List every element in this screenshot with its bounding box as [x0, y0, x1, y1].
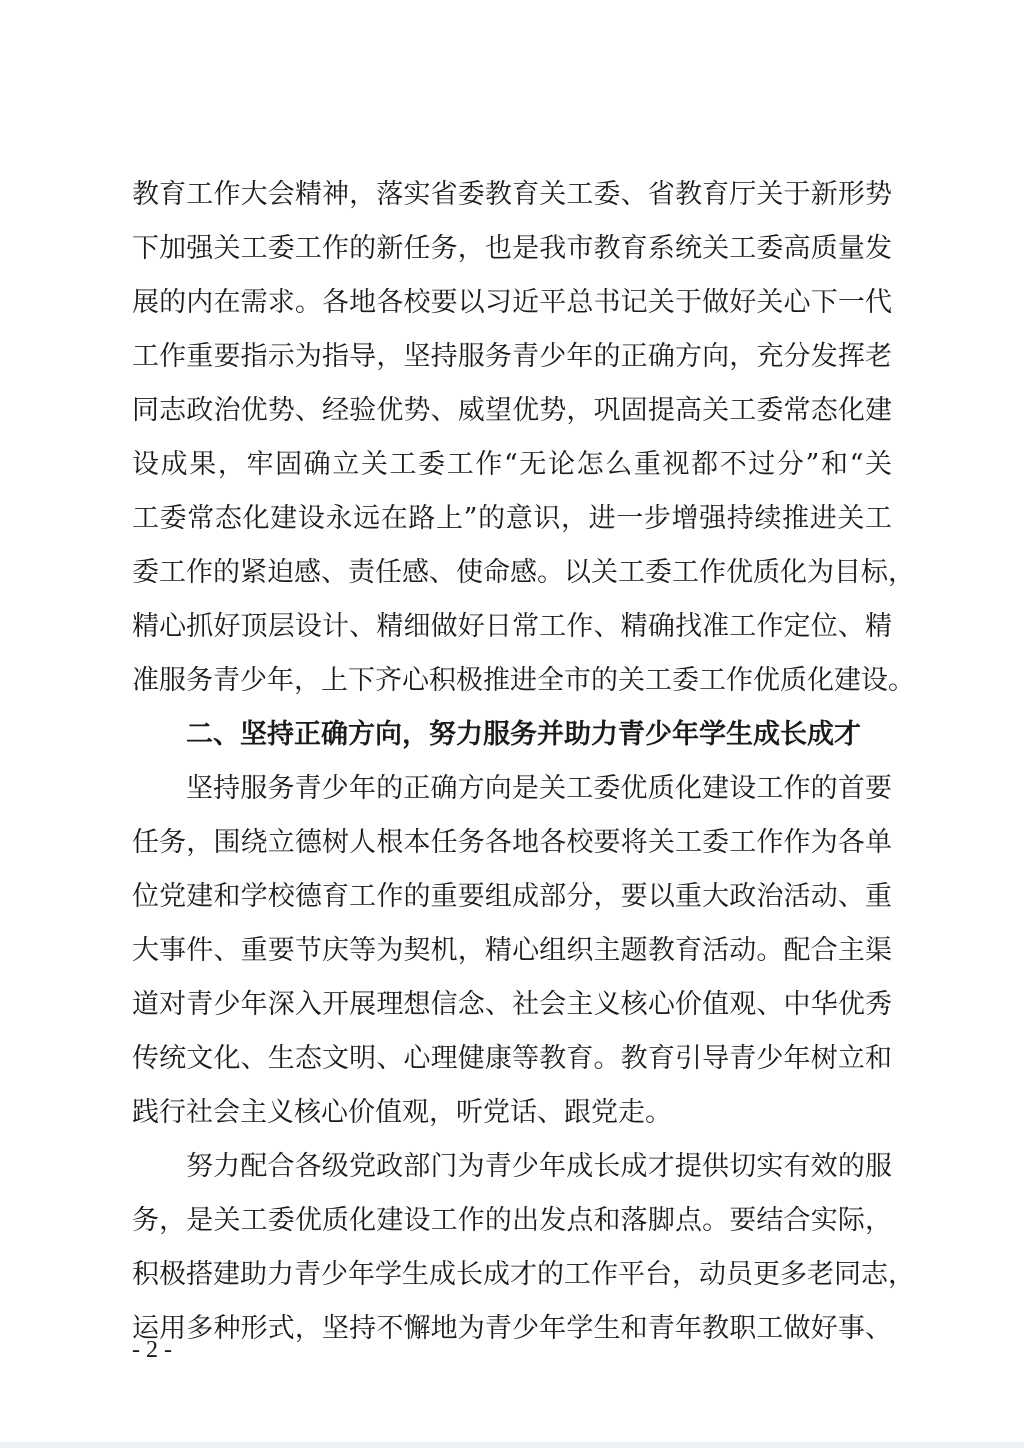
- text-line: 教育工作大会精神，落实省委教育关工委、省教育厅关于新形势: [132, 179, 892, 210]
- text-line: 努力配合各级党政部门为青少年成长成才提供切实有效的服: [186, 1151, 892, 1182]
- paragraph-1: [132, 168, 915, 708]
- text-line: 坚持服务青少年的正确方向是关工委优质化建设工作的首要: [186, 773, 892, 804]
- text-line: 展的内在需求。各地各校要以习近平总书记关于做好关心下一代: [132, 287, 892, 318]
- scan-edge: [0, 1442, 1024, 1448]
- text-line: 工作重要指示为指导，坚持服务青少年的正确方向，充分发挥老: [132, 341, 892, 372]
- text-line: 道对青少年深入开展理想信念、社会主义核心价值观、中华优秀: [132, 989, 892, 1020]
- text-line: 运用多种形式，坚持不懈地为青少年学生和青年教职工做好事、: [132, 1313, 892, 1344]
- text-line: 位党建和学校德育工作的重要组成部分，要以重大政治活动、重: [132, 881, 892, 912]
- text-line: 大事件、重要节庆等为契机，精心组织主题教育活动。配合主渠: [132, 935, 892, 966]
- text-line: 同志政治优势、经验优势、威望优势，巩固提高关工委常态化建: [132, 395, 892, 426]
- section-heading: 二、坚持正确方向，努力服务并助力青少年学生成长成才: [186, 719, 861, 750]
- text-line: 务，是关工委优质化建设工作的出发点和落脚点。要结合实际，: [132, 1205, 892, 1236]
- paragraph-2: [132, 762, 892, 1140]
- page-number: - 2 -: [132, 1337, 172, 1363]
- text-line: 委工作的紧迫感、责任感、使命感。以关工委工作优质化为目标，: [132, 557, 915, 588]
- text-line: 准服务青少年，上下齐心积极推进全市的关工委工作优质化建设。: [132, 665, 915, 696]
- text-line: 精心抓好顶层设计、精细做好日常工作、精确找准工作定位、精: [132, 611, 892, 642]
- text-line: 传统文化、生态文明、心理健康等教育。教育引导青少年树立和: [132, 1043, 892, 1074]
- document-body: [132, 168, 915, 1356]
- text-line: 下加强关工委工作的新任务，也是我市教育系统关工委高质量发: [132, 233, 892, 264]
- paragraph-3: [132, 1140, 915, 1356]
- text-line: 践行社会主义核心价值观，听党话、跟党走。: [132, 1097, 672, 1128]
- text-line: 工委常态化建设永远在路上”的意识，进一步增强持续推进关工: [132, 503, 892, 534]
- text-line: 设成果，牢固确立关工委工作“无论怎么重视都不过分”和“关: [132, 449, 892, 480]
- text-line: 任务，围绕立德树人根本任务各地各校要将关工委工作作为各单: [132, 827, 892, 858]
- text-line: 积极搭建助力青少年学生成长成才的工作平台，动员更多老同志，: [132, 1259, 915, 1290]
